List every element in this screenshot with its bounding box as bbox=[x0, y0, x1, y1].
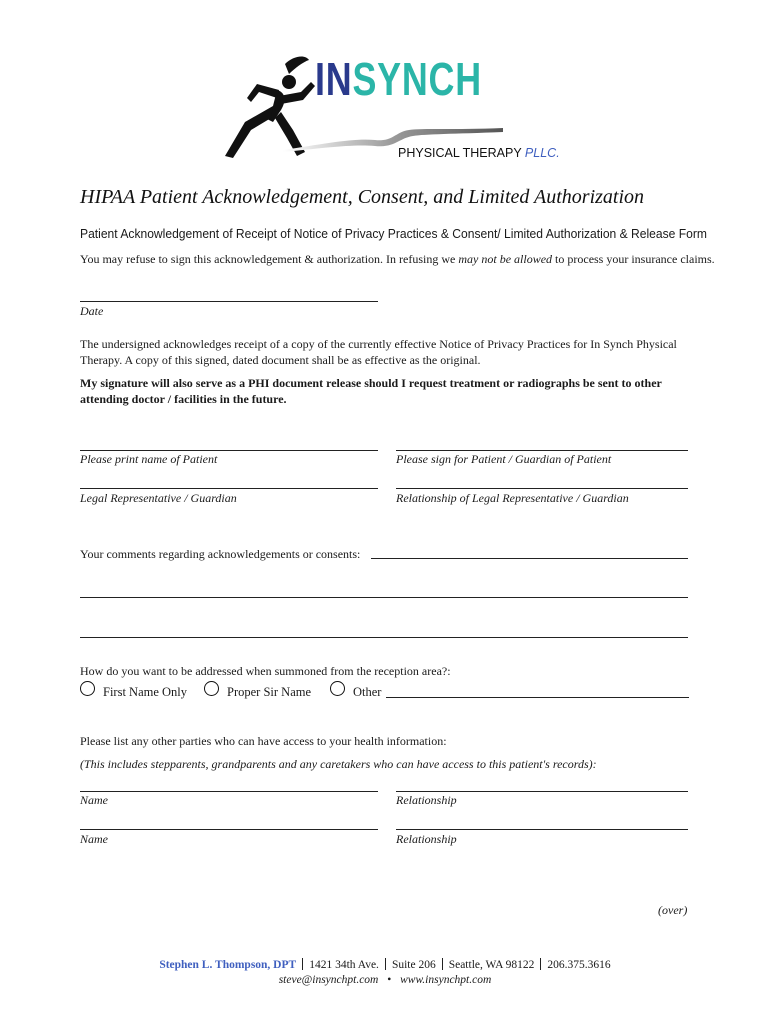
comments-field-1[interactable] bbox=[371, 558, 688, 559]
option-first-name-label: First Name Only bbox=[103, 685, 188, 699]
party-name-field-1[interactable] bbox=[80, 791, 378, 792]
brand-tagline bbox=[398, 146, 560, 160]
footer-divider bbox=[302, 958, 303, 970]
refuse-pre: You may refuse to sign this acknowledgement & authorization. In refusing we bbox=[80, 252, 459, 266]
date-label: Date bbox=[80, 304, 104, 318]
footer-divider bbox=[540, 958, 541, 970]
patient-name-field[interactable] bbox=[80, 450, 378, 451]
footer-city: Seattle, WA 98122 bbox=[448, 959, 535, 971]
other-name-field[interactable] bbox=[386, 697, 689, 698]
legal-rep-label: Legal Representative / Guardian bbox=[80, 491, 237, 505]
legal-rep-field[interactable] bbox=[80, 488, 378, 489]
address-question: How do you want to be addressed when summoned from the reception area?: bbox=[80, 664, 451, 678]
refuse-post: to process your insurance claims. bbox=[552, 252, 715, 266]
over-note: (over) bbox=[658, 903, 688, 917]
footer-suite: Suite 206 bbox=[391, 959, 436, 971]
footer-website[interactable]: www.insynchpt.com bbox=[400, 974, 492, 986]
footer-bullet: • bbox=[387, 974, 392, 986]
brand-in: IN bbox=[315, 53, 353, 105]
patient-signature-field[interactable] bbox=[396, 450, 688, 451]
footer-contact-line bbox=[0, 958, 770, 971]
footer-email[interactable]: steve@insynchpt.com bbox=[278, 974, 379, 986]
comments-field-2[interactable] bbox=[80, 597, 688, 598]
refuse-emphasis: may not be allowed bbox=[458, 252, 553, 266]
comments-field-3[interactable] bbox=[80, 637, 688, 638]
relationship-rep-label: Relationship of Legal Representative / Guardian bbox=[396, 491, 629, 505]
footer-phone: 206.375.3616 bbox=[547, 959, 611, 971]
radio-first-name[interactable] bbox=[80, 681, 95, 696]
parties-question: Please list any other parties who can have access to your health information: bbox=[80, 734, 447, 748]
phi-line-1: My signature will also serve as a PHI document release should I request treatment or radiographs be sent to other bbox=[80, 376, 662, 390]
party-relationship-field-2[interactable] bbox=[396, 829, 688, 830]
date-field[interactable] bbox=[80, 301, 378, 302]
name-label-1: Name bbox=[80, 793, 108, 807]
party-name-field-2[interactable] bbox=[80, 829, 378, 830]
ack-line-2: Therapy. A copy of this signed, dated document shall be as effective as the original. bbox=[80, 353, 481, 367]
option-proper-label: Proper Sir Name bbox=[227, 685, 312, 699]
brand-synch: SYNCH bbox=[352, 53, 482, 105]
phi-line-2: attending doctor / facilities in the future. bbox=[80, 392, 287, 406]
footer-web-line bbox=[0, 974, 770, 986]
print-name-label: Please print name of Patient bbox=[80, 452, 218, 466]
party-relationship-field-1[interactable] bbox=[396, 791, 688, 792]
refuse-notice bbox=[80, 251, 715, 267]
relationship-label-1: Relationship bbox=[396, 793, 457, 807]
form-subtitle: Patient Acknowledgement of Receipt of Notice of Privacy Practices & Consent/ Limited Authorization & Release Form bbox=[80, 226, 707, 241]
tagline-pllc: PLLC. bbox=[524, 146, 560, 160]
radio-other[interactable] bbox=[330, 681, 345, 696]
comments-label: Your comments regarding acknowledgements or consents: bbox=[80, 547, 361, 561]
footer-name: Stephen L. Thompson, DPT bbox=[159, 959, 297, 971]
footer-divider bbox=[442, 958, 443, 970]
name-label-2: Name bbox=[80, 832, 108, 846]
parties-note: (This includes stepparents, grandparents and any caretakers who can have access to this patient's records): bbox=[80, 757, 597, 771]
footer-divider bbox=[385, 958, 386, 970]
company-logo bbox=[215, 52, 560, 172]
brand-wordmark bbox=[315, 52, 482, 106]
radio-proper-sir-name[interactable] bbox=[204, 681, 219, 696]
form-title: HIPAA Patient Acknowledgement, Consent, and Limited Authorization bbox=[80, 186, 645, 208]
footer-address: 1421 34th Ave. bbox=[309, 959, 379, 971]
relationship-rep-field[interactable] bbox=[396, 488, 688, 489]
sign-label: Please sign for Patient / Guardian of Patient bbox=[396, 452, 612, 466]
relationship-label-2: Relationship bbox=[396, 832, 457, 846]
option-other-label: Other bbox=[353, 685, 382, 699]
tagline-text: PHYSICAL THERAPY bbox=[398, 146, 522, 160]
ack-line-1: The undersigned acknowledges receipt of a copy of the currently effective Notice of Privacy Practices for In Synch Physical bbox=[80, 337, 677, 351]
